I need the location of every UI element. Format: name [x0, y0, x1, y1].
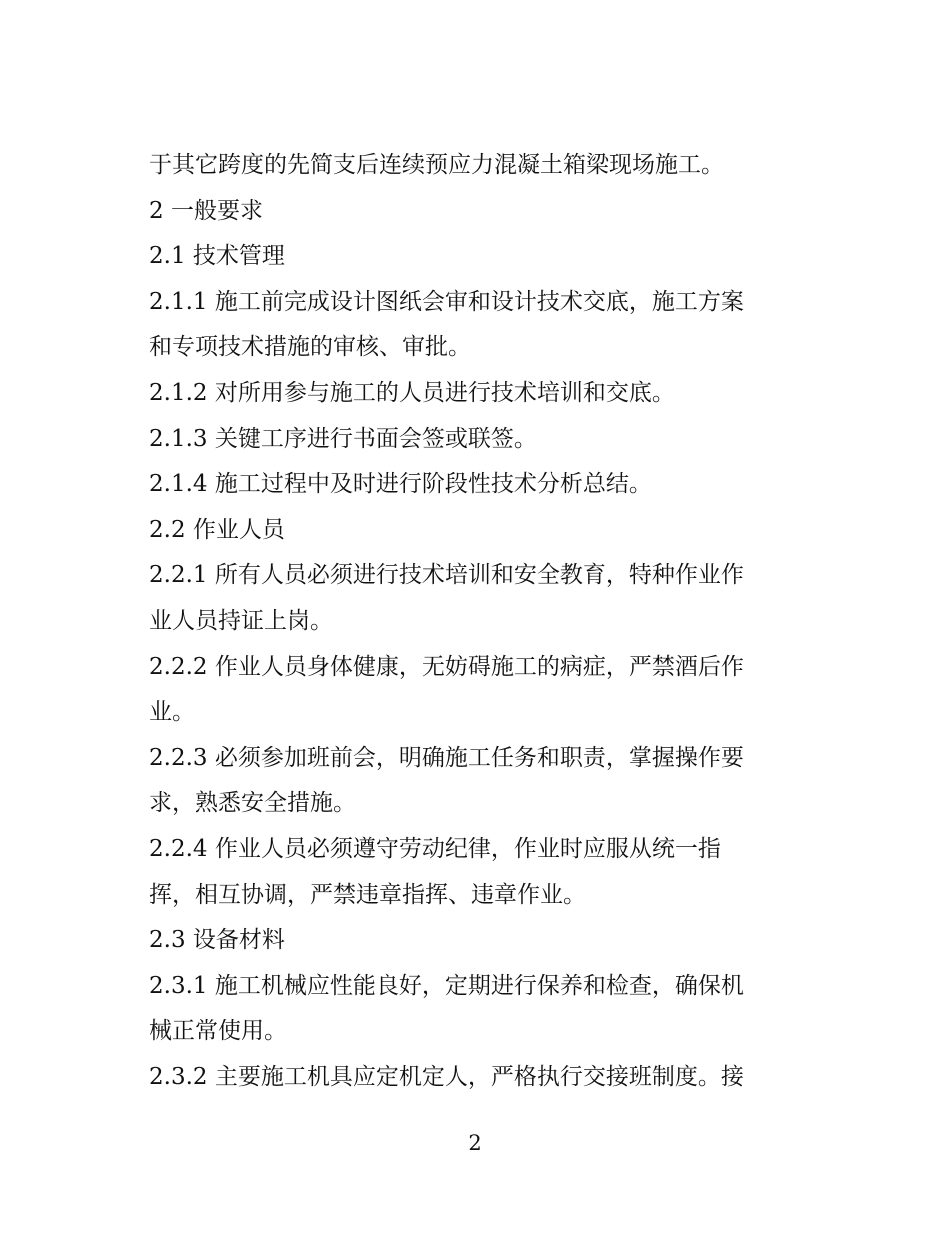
text-line: 2.1.3 关键工序进行书面会签或联签。 [149, 425, 537, 452]
text-line: 械正常使用。 [149, 1018, 287, 1045]
body-text [149, 143, 809, 1100]
subsection-heading: 2.3 设备材料 [149, 927, 285, 954]
text-line: 于其它跨度的先简支后连续预应力混凝土箱梁现场施工。 [149, 152, 724, 178]
text-line: 2.2.1 所有人员必须进行技术培训和安全教育，特种作业作 [149, 562, 744, 589]
text-line: 2.2.2 作业人员身体健康，无妨碍施工的病症，严禁酒后作 [149, 653, 744, 680]
subsection-heading: 2.1 技术管理 [149, 243, 285, 270]
page-number: 2 [468, 1131, 482, 1155]
text-line: 2.1.1 施工前完成设计图纸会审和设计技术交底，施工方案 [149, 288, 744, 315]
text-line: 业人员持证上岗。 [149, 607, 333, 634]
text-line: 2.3.1 施工机械应性能良好，定期进行保养和检查，确保机 [149, 972, 744, 999]
text-line: 2.3.2 主要施工机具应定机定人，严格执行交接班制度。接 [149, 1063, 744, 1090]
text-line: 和专项技术措施的审核、审批。 [149, 334, 471, 361]
text-line: 2.1.4 施工过程中及时进行阶段性技术分析总结。 [149, 471, 652, 498]
text-line: 2.1.2 对所用参与施工的人员进行技术培训和交底。 [149, 379, 675, 406]
text-line: 2.2.3 必须参加班前会，明确施工任务和职责，掌握操作要 [149, 744, 744, 771]
text-line: 2.2.4 作业人员必须遵守劳动纪律，作业时应服从统一指 [149, 835, 721, 862]
section-heading: 2 一般要求 [149, 197, 263, 224]
text-line: 挥，相互协调，严禁违章指挥、违章作业。 [149, 881, 586, 908]
text-line: 求，熟悉安全措施。 [149, 790, 356, 817]
text-line: 业。 [149, 699, 195, 726]
subsection-heading: 2.2 作业人员 [149, 516, 285, 543]
